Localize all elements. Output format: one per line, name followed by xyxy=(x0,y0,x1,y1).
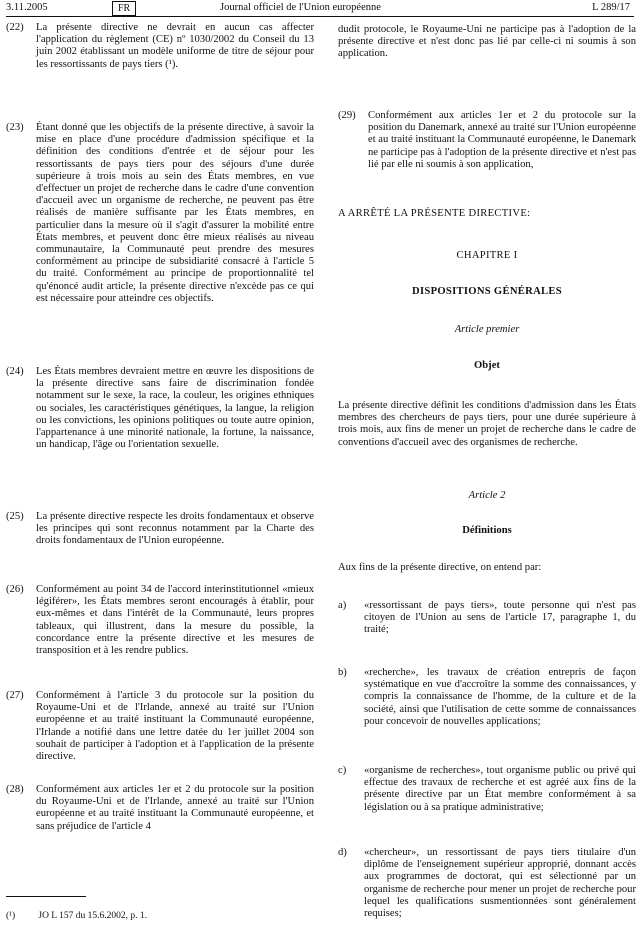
definition-label: b) xyxy=(338,667,347,678)
header-rule xyxy=(6,16,634,17)
recital-28-continuation: dudit protocole, le Royaume-Uni ne participe pas à l'adoption de la présente directive et n'est donc pas lié par celle-ci ni soumis à son application. xyxy=(338,24,636,60)
language-badge: FR xyxy=(112,1,136,16)
chapter-number: CHAPITRE I xyxy=(456,250,518,261)
footnote xyxy=(6,911,147,921)
recital-text: Étant donné que les objectifs de la présente directive, à savoir la mise en place d'une procédure d'admission spécifique et la définition des conditions d'entrée et de séjour pour les ressortissants de pays tiers pour des séjours d'une durée supérieure à trois mois au sein des États membres, en vue d'effectuer un projet de recherche dans le cadre d'une convention d'accueil avec un organisme de recherche, ne peuvent pas être réalisés de manière suffisante par les États membres, en particulier dans la mesure où il s'agit d'assurer la mobilité entre États membres, et peuvent donc être mieux réalisés au niveau communautaire, la Communauté peut prendre des mesures conformément au principe de subsidiarité consacré à l'article 5 du traité. Conformément au principe de proportionnalité tel qu'énoncé audit article, la présente directive n'excède pas ce qui est nécessaire pour atteindre ces objectifs. xyxy=(36,122,314,304)
recital-number: (28) xyxy=(6,784,24,795)
recital-number: (23) xyxy=(6,122,24,133)
article-2-heading: Article 2 xyxy=(468,490,506,501)
recital-23 xyxy=(6,122,314,305)
journal-title: Journal officiel de l'Union européenne xyxy=(220,2,381,13)
adoption-formula: A ARRÊTÉ LA PRÉSENTE DIRECTIVE: xyxy=(338,208,531,219)
recital-text: La présente directive respecte les droits fondamentaux et observe les principes qui sont reconnus notamment par la Charte des droits fondamentaux de l'Union européenne. xyxy=(36,511,314,547)
recital-22 xyxy=(6,22,314,71)
recital-27 xyxy=(6,690,314,763)
recital-number: (27) xyxy=(6,690,24,701)
definition-label: d) xyxy=(338,847,347,858)
recital-number: (26) xyxy=(6,584,24,595)
page-reference: L 289/17 xyxy=(592,2,630,13)
definition-text: «organisme de recherches», tout organisme public ou privé qui effectue des travaux de recherche et est agréé aux fins de la présente directive par un État membre conformément à sa législation ou à sa pratique administrative; xyxy=(364,765,636,813)
chapter-title: DISPOSITIONS GÉNÉRALES xyxy=(412,286,562,297)
recital-text: Conformément aux articles 1er et 2 du protocole sur la position du Royaume-Uni et de l'Irlande, annexé au traité sur l'Union européenne et au traité instituant la Communauté européenne, et sans préjudice de l'article 4 xyxy=(36,784,314,832)
footnote-rule xyxy=(6,896,86,897)
recital-text: Conformément à l'article 3 du protocole sur la position du Royaume-Uni et de l'Irlande, annexé au traité sur l'Union européenne et au traité instituant la Communauté européenne, l'Irlande a notifié dans une lettre datée du 1er juillet 2004 son souhait de participer à l'adoption et à l'application de la présente directive. xyxy=(36,690,314,763)
recital-number: (25) xyxy=(6,511,24,522)
article-2-title: Définitions xyxy=(462,525,512,536)
publication-date: 3.11.2005 xyxy=(6,2,48,13)
article-1-text: La présente directive définit les conditions d'admission dans les États membres des chercheurs de pays tiers, pour une durée supérieure à trois mois, aux fins de mener un projet de recherche dans le cadre de conventions d'accueil avec des organismes de recherche. xyxy=(338,400,636,448)
definition-a xyxy=(338,600,636,637)
definition-label: c) xyxy=(338,765,347,776)
recital-29 xyxy=(338,110,636,171)
definition-text: «ressortissant de pays tiers», toute personne qui n'est pas citoyen de l'Union au sens de l'article 17, paragraphe 1, du traité; xyxy=(364,600,636,636)
footnote-text: JO L 157 du 15.6.2002, p. 1. xyxy=(38,911,148,921)
definition-text: «chercheur», un ressortissant de pays tiers titulaire d'un diplôme de l'enseignement supérieur approprié, donnant accès aux programmes de doctorat, qui est sélectionné par un organisme de recherche pour mener un projet de recherche pour lequel les qualifications susmentionnées sont généralement requises; xyxy=(364,847,636,920)
definition-c xyxy=(338,765,636,814)
recital-26 xyxy=(6,584,314,657)
recital-text: Les États membres devraient mettre en œuvre les dispositions de la présente directive sans faire de discrimination fondée notamment sur le sexe, la race, la couleur, les origines ethniques ou sociales, les caractéristiques génétiques, la langue, la religion ou les convictions, les opinions politiques ou toute autre opinion, l'appartenance à une minorité nationale, la fortune, la naissance, un handicap, l'âge ou l'orientation sexuelle. xyxy=(36,366,314,451)
definition-label: a) xyxy=(338,600,347,611)
recital-number: (29) xyxy=(338,110,356,121)
definition-text: «recherche», les travaux de création entrepris de façon systématique en vue d'accroître la somme des connaissances, y compris la connaissance de l'homme, de la culture et de la société, ainsi que l'utilisation de cette somme de connaissances pour concevoir de nouvelles applications; xyxy=(364,667,636,727)
article-1-heading: Article premier xyxy=(454,324,520,335)
recital-text: Conformément aux articles 1er et 2 du protocole sur la position du Danemark, annexé au traité sur l'Union européenne et au traité instituant la Communauté européenne, le Danemark ne participe pas à l'adoption de la présente directive et n'est pas lié par elle ni soumis à son application, xyxy=(368,110,636,170)
footnote-mark: (¹) xyxy=(6,911,16,921)
recital-number: (24) xyxy=(6,366,24,377)
recital-28 xyxy=(6,784,314,833)
recital-25 xyxy=(6,511,314,548)
recital-number: (22) xyxy=(6,22,24,33)
recital-text: La présente directive ne devrait en aucun cas affecter l'application du règlement (CE) nº 1030/2002 du Conseil du 13 juin 2002 établissant un modèle uniforme de titre de séjour pour les ressortissants de pays tiers (¹). xyxy=(36,22,314,70)
article-2-intro: Aux fins de la présente directive, on entend par: xyxy=(338,562,542,573)
recital-24 xyxy=(6,366,314,451)
definition-b xyxy=(338,667,636,728)
recital-text: Conformément au point 34 de l'accord interinstitutionnel «mieux légiférer», les États membres seront encouragés à établir, pour eux-mêmes et dans l'intérêt de la Communauté, leurs propres tableaux, qui illustrent, dans la mesure du possible, la concordance entre la présente directive et les mesures de transposition et à les rendre publics. xyxy=(36,584,314,657)
article-1-title: Objet xyxy=(474,360,500,371)
definition-d xyxy=(338,847,636,920)
